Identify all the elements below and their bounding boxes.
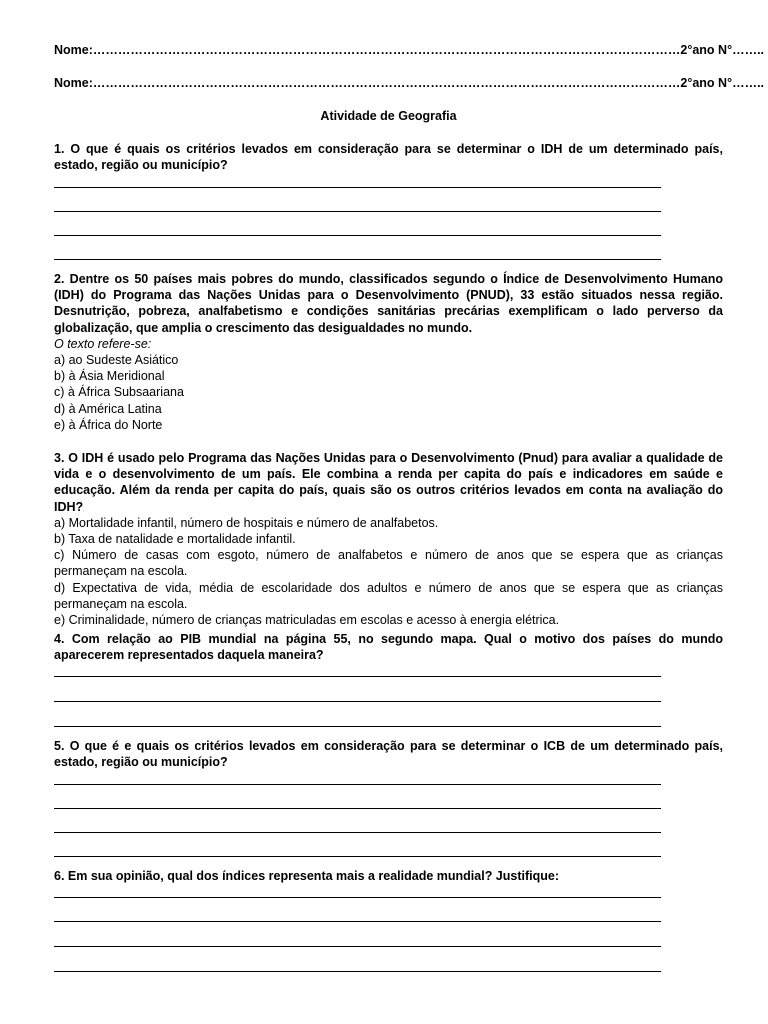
question-3-option-a: a) Mortalidade infantil, número de hospitais e número de analfabetos.	[54, 515, 439, 530]
answer-line	[54, 971, 661, 972]
answer-line	[54, 235, 661, 236]
question-1-text: 1. O que é quais os critérios levados em consideração para se determinar o IDH de um determinado país, estado, região ou município?	[54, 142, 723, 173]
question-3-option-c: c) Número de casas com esgoto, número de analfabetos e número de anos que se espera que as crianças permaneçam na escola.	[54, 548, 723, 579]
answer-line	[54, 946, 661, 947]
question-2-option-c: c) à África Subsaariana	[54, 385, 184, 400]
question-3-option-e: e) Criminalidade, número de crianças matriculadas em escolas e acesso à energia elétrica.	[54, 613, 560, 628]
answer-line	[54, 856, 661, 857]
question-6-text: 6. Em sua opinião, qual dos índices representa mais a realidade mundial? Justifique:	[54, 869, 559, 883]
question-2-option-b: b) à Ásia Meridional	[54, 369, 165, 384]
name-line-2: Nome:……………………………………………………………………………………………………………………………2°ano N°……..	[54, 76, 765, 90]
question-3-option-d: d) Expectativa de vida, média de escolaridade dos adultos e número de anos que se espera que as crianças permaneçam na escola.	[54, 580, 723, 611]
answer-line	[54, 211, 661, 212]
answer-line	[54, 676, 661, 677]
question-3-text: 3. O IDH é usado pelo Programa das Nações Unidas para o Desenvolvimento (Pnud) para avaliar a qualidade de vida e o desenvolvimento de um país. Ele combina a renda per capita do país e indicadores em saúde e educação. Além da renda per capita do país, quais são os outros critérios levados em conta na avaliação do IDH?	[54, 451, 723, 514]
answer-line	[54, 701, 661, 702]
answer-line	[54, 726, 661, 727]
answer-line	[54, 784, 661, 785]
question-2-prompt: O texto refere-se:	[54, 336, 152, 351]
answer-line	[54, 921, 661, 922]
question-3-option-b: b) Taxa de natalidade e mortalidade infantil.	[54, 532, 296, 547]
question-3	[54, 450, 723, 628]
answer-line	[54, 832, 661, 833]
question-2-option-e: e) à África do Norte	[54, 417, 163, 432]
question-2-option-a: a) ao Sudeste Asiático	[54, 353, 179, 368]
question-2-option-d: d) à América Latina	[54, 401, 162, 416]
name-line-1: Nome:……………………………………………………………………………………………………………………………2°ano N°……..	[54, 43, 765, 57]
question-2-text: 2. Dentre os 50 países mais pobres do mundo, classificados segundo o Índice de Desenvolvimento Humano (IDH) do Programa das Nações Unidas para o Desenvolvimento (PNUD), 33 estão situados nessa região. Desnutrição, pobreza, analfabetismo e condições sanitárias precárias exemplificam o lado perverso da globalização, que amplia o crescimento das desigualdades no mundo.	[54, 272, 723, 335]
answer-line	[54, 808, 661, 809]
worksheet-title: Atividade de Geografia	[320, 109, 457, 123]
question-4-text: 4. Com relação ao PIB mundial na página 55, no segundo mapa. Qual o motivo dos países do mundo aparecerem representados daquela maneira?	[54, 632, 723, 663]
question-2	[54, 271, 723, 433]
answer-line	[54, 259, 661, 260]
answer-line	[54, 897, 661, 898]
question-5-text: 5. O que é e quais os critérios levados em consideração para se determinar o ICB de um determinado país, estado, região ou município?	[54, 739, 723, 770]
answer-line	[54, 187, 661, 188]
